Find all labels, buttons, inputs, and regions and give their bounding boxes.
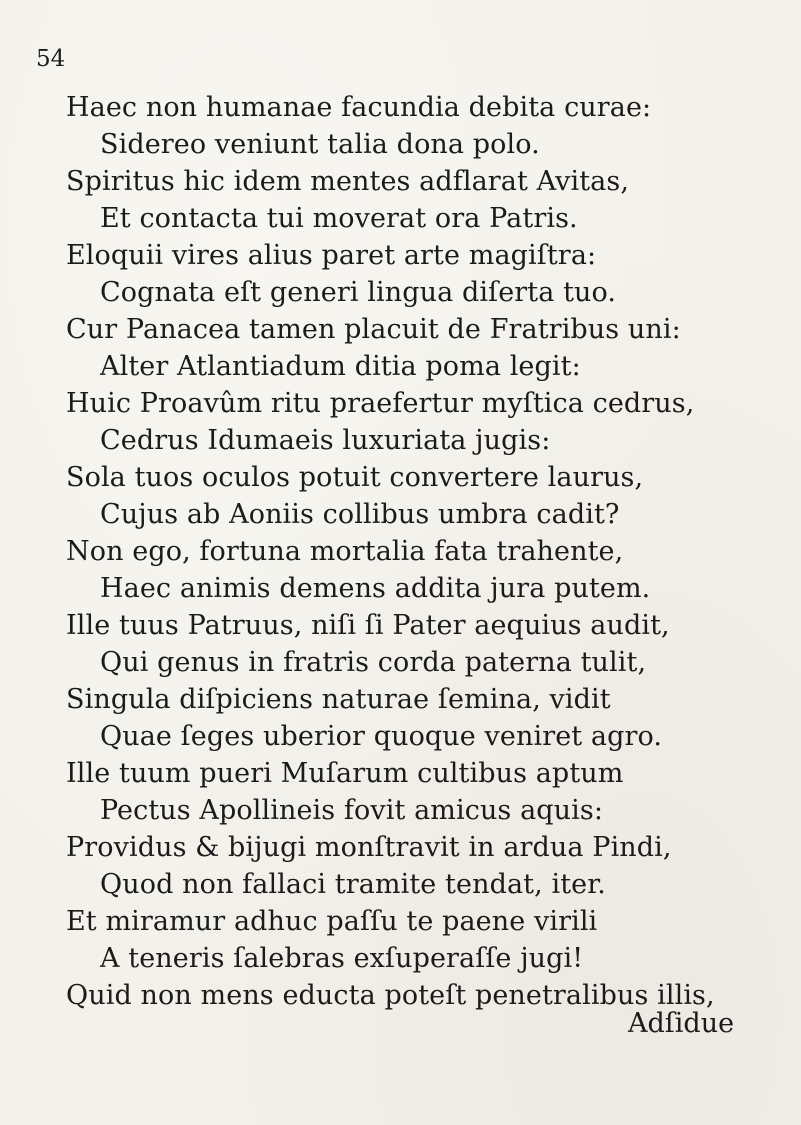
poem-line: Sola tuos oculos potuit convertere laurus, — [66, 462, 644, 493]
poem-line: Ille tuus Patruus, niſi ſi Pater aequius audit, — [66, 610, 670, 641]
catchword: Adſidue — [628, 1008, 735, 1039]
poem-line: Haec non humanae facundia debita curae: — [66, 92, 652, 123]
poem-line: Sidereo veniunt talia dona polo. — [100, 129, 540, 160]
poem-line: Spiritus hic idem mentes adflarat Avitas, — [66, 166, 630, 197]
poem-line: Singula diſpiciens naturae ſemina, vidit — [66, 684, 611, 715]
poem-line: Qui genus in fratris corda paterna tulit, — [100, 647, 647, 678]
poem-line: Quod non fallaci tramite tendat, iter. — [100, 869, 606, 900]
poem-line: Cujus ab Aoniis collibus umbra cadit? — [100, 499, 620, 530]
poem-line: Haec animis demens addita jura putem. — [100, 573, 651, 604]
poem-line: Providus & bijugi monſtravit in ardua Pindi, — [66, 832, 672, 863]
poem-line: Non ego, fortuna mortalia fata trahente, — [66, 536, 624, 567]
poem-line: A teneris ſalebras exſuperaſſe jugi! — [100, 943, 584, 974]
poem-line: Pectus Apollineis fovit amicus aquis: — [100, 795, 604, 826]
poem-line: Cognata eſt generi lingua diſerta tuo. — [100, 277, 617, 308]
poem-line: Alter Atlantiadum ditia poma legit: — [100, 351, 581, 382]
poem-line: Huic Proavûm ritu praefertur myſtica cedrus, — [66, 388, 695, 419]
poem-line: Et contacta tui moverat ora Patris. — [100, 203, 578, 234]
poem-line: Ille tuum pueri Muſarum cultibus aptum — [66, 758, 624, 789]
poem-line: Cedrus Idumaeis luxuriata jugis: — [100, 425, 551, 456]
poem-line: Cur Panacea tamen placuit de Fratribus uni: — [66, 314, 681, 345]
poem-line: Eloquii vires alius paret arte magiſtra: — [66, 240, 597, 271]
page-number: 54 — [36, 46, 66, 72]
poem-line: Quid non mens educta poteſt penetralibus illis, — [66, 980, 715, 1011]
poem-line: Et miramur adhuc paſſu te paene virili — [66, 906, 598, 937]
poem-line: Quae ſeges uberior quoque veniret agro. — [100, 721, 663, 752]
